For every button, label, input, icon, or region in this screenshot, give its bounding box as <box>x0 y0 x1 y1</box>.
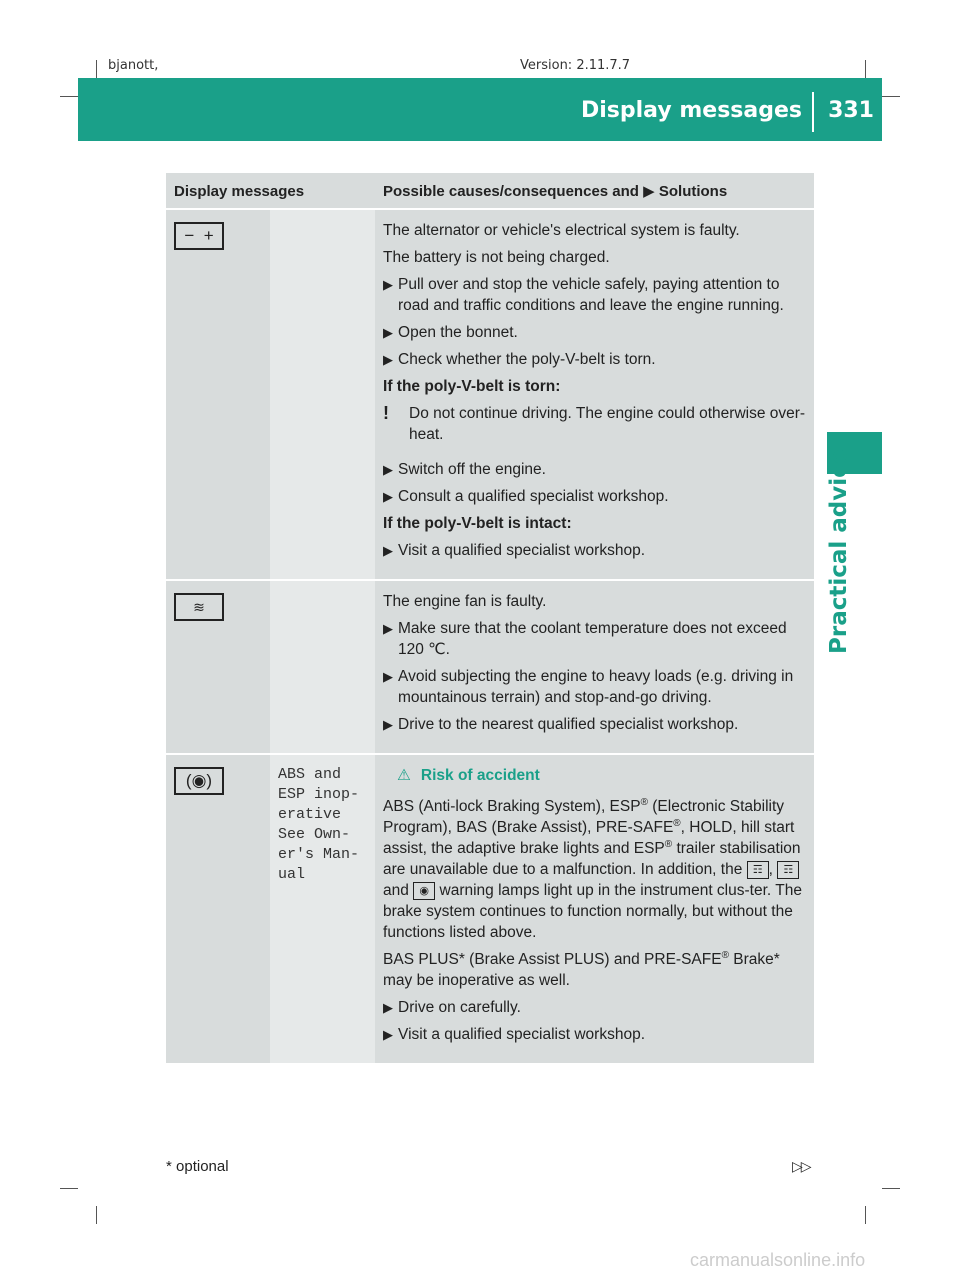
crop-mark <box>96 1206 97 1224</box>
solution-step: ▶ Check whether the poly-V-belt is torn. <box>383 351 656 368</box>
coolant-temperature-icon: ≋ <box>174 593 224 621</box>
display-icon-cell <box>166 209 270 580</box>
optional-footnote: * optional <box>166 1158 229 1175</box>
warning-triangle-icon: ⚠ <box>397 767 411 784</box>
step-arrow-icon: ▶ <box>383 462 394 477</box>
crop-mark <box>60 1188 78 1189</box>
step-arrow-icon: ▶ <box>383 277 394 292</box>
battery-icon: − + <box>174 222 224 250</box>
table-row <box>166 754 814 1063</box>
crop-mark <box>60 96 78 97</box>
display-text-cell <box>270 209 375 580</box>
step-arrow-icon: ▶ <box>383 1000 394 1015</box>
watermark: carmanualsonline.info <box>690 1250 866 1270</box>
step-arrow-icon: ▶ <box>383 669 394 684</box>
causes-cell <box>375 580 814 754</box>
solution-step: ▶ Open the bonnet. <box>383 324 518 341</box>
cause-text: The engine fan is faulty. <box>383 593 547 610</box>
crop-mark <box>882 1188 900 1189</box>
table-row <box>166 209 814 580</box>
crop-mark <box>865 1206 866 1224</box>
page-title: Display messages <box>581 98 802 123</box>
solution-step: ▶ Avoid subjecting the engine to heavy loads (e.g. driving in mountainous terrain) and stop-and-go driving. <box>383 668 794 706</box>
arrow-icon: ▶ <box>643 183 655 200</box>
step-arrow-icon: ▶ <box>383 352 394 367</box>
page-number: 331 <box>828 98 874 123</box>
solution-step: ▶ Drive on carefully. <box>383 999 521 1016</box>
table-header-row <box>166 173 814 209</box>
solution-step: ▶ Pull over and stop the vehicle safely, paying attention to road and traffic conditions and leave the engine running. <box>383 276 784 314</box>
section-label: Practical advice <box>826 448 852 654</box>
print-meta-left: bjanott, <box>108 58 159 73</box>
solution-step: ▶ Make sure that the coolant temperature does not exceed 120 ℃. <box>383 620 787 658</box>
cause-text: BAS PLUS* (Brake Assist PLUS) and PRE-SAFE® Brake* may be inoperative as well. <box>383 949 780 989</box>
solution-step: ▶ Drive to the nearest qualified specialist workshop. <box>383 716 739 733</box>
crop-mark <box>865 60 866 78</box>
cause-text: ABS (Anti-lock Braking System), ESP® (Electronic Stability Program), BAS (Brake Assist), PRE-SAFE®, HOLD, hill start assist, the adaptive brake lights and ESP® trailer stabilisation are unavailable due to a malfunction. In addition, the ☶ , ☶ and ◉ warning lamps light up in the instrument clus-ter. The brake system continues to function normally, but without the functions listed above. <box>383 796 802 941</box>
step-arrow-icon: ▶ <box>383 717 394 732</box>
display-messages-table <box>166 173 814 1063</box>
col-header-display-messages: Display messages <box>166 173 375 209</box>
step-arrow-icon: ▶ <box>383 621 394 636</box>
esp-warning-icon: ☶ <box>747 861 769 879</box>
crop-mark <box>96 60 97 78</box>
solution-step: ▶ Consult a qualified specialist workshop. <box>383 488 669 505</box>
exclamation-icon: ! <box>383 403 390 423</box>
print-meta-right: Version: 2.11.7.7 <box>520 58 631 73</box>
step-arrow-icon: ▶ <box>383 325 394 340</box>
crop-mark <box>882 96 900 97</box>
step-arrow-icon: ▶ <box>383 1027 394 1042</box>
display-icon-cell <box>166 580 270 754</box>
solution-step: ▶ Visit a qualified specialist workshop. <box>383 1026 645 1043</box>
esp-off-icon: ☶ <box>777 861 799 879</box>
causes-cell <box>375 209 814 580</box>
condition-heading: If the poly-V-belt is intact: <box>383 515 572 532</box>
next-page-icon: ▷▷ <box>792 1158 810 1174</box>
step-arrow-icon: ▶ <box>383 489 394 504</box>
display-icon-cell <box>166 754 270 1063</box>
risk-heading: ⚠ Risk of accident <box>397 767 540 784</box>
col-header-causes: Possible causes/consequences and ▶ Solutions <box>375 173 814 209</box>
display-text-cell <box>270 580 375 754</box>
table-row <box>166 580 814 754</box>
causes-cell <box>375 754 814 1063</box>
solution-step: ▶ Switch off the engine. <box>383 461 546 478</box>
display-text-cell <box>270 754 375 1063</box>
cause-text: The battery is not being charged. <box>383 249 610 266</box>
step-arrow-icon: ▶ <box>383 543 394 558</box>
brake-warning-icon: (◉) <box>174 767 224 795</box>
solution-step: ▶ Visit a qualified specialist workshop. <box>383 542 645 559</box>
page-header <box>78 78 882 141</box>
display-message-text: ABS and ESP inop- erative See Own- er's Man- ual <box>278 766 360 883</box>
abs-icon: ◉ <box>413 882 435 900</box>
header-divider <box>812 92 814 132</box>
cause-text: The alternator or vehicle's electrical system is faulty. <box>383 222 740 239</box>
condition-heading: If the poly-V-belt is torn: <box>383 378 561 395</box>
warning-note: ! Do not continue driving. The engine could otherwise over-heat. <box>383 403 806 443</box>
